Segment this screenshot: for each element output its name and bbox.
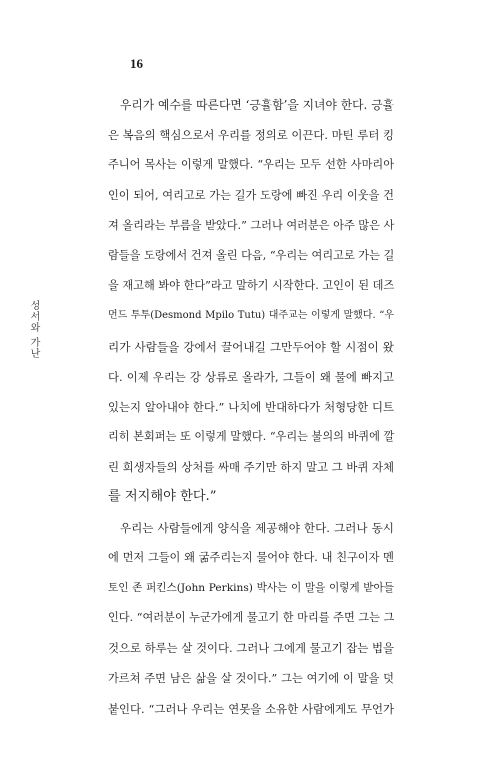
text-line: 토인 존 퍼킨스(John Perkins) 박사는 이 말을 이렇게 받아들 — [108, 582, 394, 594]
text-line: 을 재고해 봐야 한다”라고 말하기 시작한다. 고인이 된 데즈 — [108, 279, 395, 293]
text-line: 에 먼저 그들이 왜 굶주리는지 물어야 한다. 내 친구이자 멘 — [108, 550, 394, 564]
text-line: 우리는 사람들에게 양식을 제공해야 한다. 그러나 동시 — [108, 520, 394, 535]
text-line: 가르쳐 주면 남은 삶을 살 것이다.” 그는 여기에 이 말을 덧 — [108, 671, 394, 685]
body-text — [108, 90, 394, 724]
running-header-vertical: 성서와 가난 — [28, 300, 39, 360]
text-line: 은 복음의 핵심으로서 우리를 정의로 이끈다. 마틴 루터 킹 — [108, 128, 394, 143]
text-line: 린 희생자들의 상처를 싸매 주기만 하지 말고 그 바퀴 자체 — [108, 460, 394, 475]
text-line: 람들을 도랑에서 건져 올린 다음, “우리는 여리고로 가는 길 — [108, 248, 395, 262]
page-number: 16 — [130, 56, 143, 71]
text-line: 우리가 예수를 따른다면 ‘긍휼함’을 지녀야 한다. 긍휼 — [108, 98, 394, 112]
paragraph-1 — [108, 90, 394, 513]
text-line: 인이 되어, 여리고로 가는 길가 도랑에 빠진 우리 이웃을 건 — [108, 188, 394, 202]
text-line: 리히 본회퍼는 또 이렇게 말했다. “우리는 불의의 바퀴에 깔 — [108, 430, 395, 444]
text-line: 인다. “여러분이 누군가에게 물고기 한 마리를 주면 그는 그 — [108, 611, 395, 625]
text-line: 것으로 하루는 살 것이다. 그러나 그에게 물고기 잡는 법을 — [108, 641, 394, 656]
text-line: 주니어 목사는 이렇게 말했다. “우리는 모두 선한 사마리아 — [108, 158, 394, 172]
text-line: 져 올리라는 부름을 받았다.” 그러나 여러분은 아주 많은 사 — [108, 218, 395, 232]
text-line: 먼드 투투(Desmond Mpilo Tutu) 대주교는 이렇게 말했다. “우 — [108, 310, 394, 322]
text-line: 있는지 알아내야 한다.” 나치에 반대하다가 처형당한 디트 — [108, 399, 394, 414]
paragraph-2 — [108, 513, 394, 724]
text-line: 다. 이제 우리는 강 상류로 올라가, 그들이 왜 물에 빠지고 — [108, 369, 394, 384]
text-line: 리가 사람들을 강에서 끌어내길 그만두어야 할 시점이 왔 — [108, 339, 394, 354]
text-line: 붙인다. “그러나 우리는 연못을 소유한 사람에게도 무언가 — [108, 701, 394, 716]
text-line: 를 저지해야 한다.” — [108, 489, 217, 505]
